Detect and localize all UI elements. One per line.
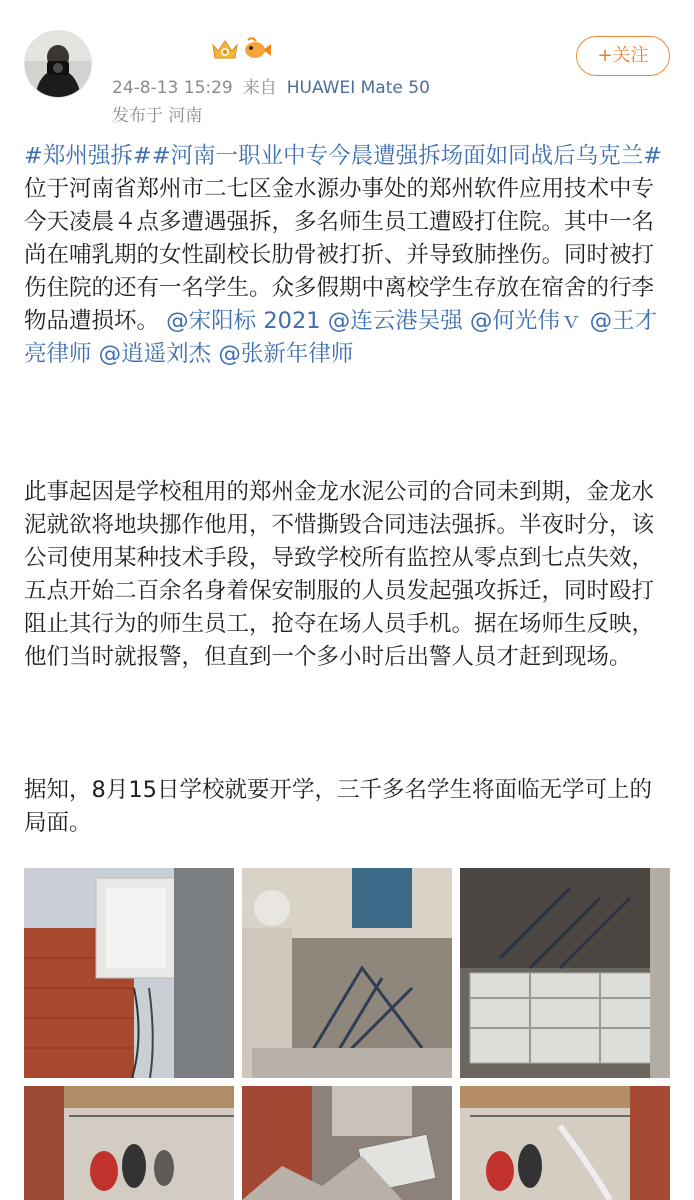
photo-thumbnail[interactable] (460, 868, 670, 1078)
device-link[interactable]: HUAWEI Mate 50 (286, 78, 430, 98)
mention-link[interactable]: @宋阳标 2021 (166, 308, 321, 334)
photo-grid (24, 868, 670, 1200)
post-paragraph-2: 此事起因是学校租用的郑州金龙水泥公司的合同未到期，金龙水泥就欲将地块挪作他用，不惜撕毁合同违法强拆。半夜时分，该公司使用某种技术手段，导致学校所有监控从零点到七点失效，五点开始二百余名身着保安制服的人员发起强攻拆迁，同时殴打阻止其行为的师生员工，抢夺在场人员手机。据在场师生反映，他们当时就报警，但直到一个多小时后出警人员才赶到现场。 (24, 479, 655, 670)
post-header (0, 0, 694, 130)
vip-crown-icon (210, 38, 240, 62)
post-paragraph-3: 据知，8月15日学校就要开学，三千多名学生将面临无学可上的局面。 (24, 777, 652, 836)
post-paragraph-1 (24, 140, 674, 371)
hashtag-link[interactable]: #河南一职业中专今晨遭强拆场面如同战后乌克兰# (151, 143, 662, 169)
mention-link[interactable]: @王才亮律师 (24, 308, 658, 367)
mention-link[interactable]: @张新年律师 (218, 341, 354, 367)
mention-link[interactable]: @连云港吴强 (327, 308, 463, 334)
username[interactable] (112, 38, 202, 62)
mention-link[interactable]: @何光伟ｖ (469, 308, 583, 334)
photo-thumbnail[interactable] (242, 868, 452, 1078)
photo-thumbnail[interactable] (460, 1086, 670, 1200)
photo-thumbnail[interactable] (242, 1086, 452, 1200)
post-time: 24-8-13 15:29 (112, 78, 233, 98)
mention-link[interactable]: @逍遥刘杰 (98, 341, 212, 367)
avatar[interactable] (24, 30, 92, 98)
photo-thumbnail[interactable] (24, 1086, 234, 1200)
follow-button[interactable]: +关注 (576, 36, 670, 76)
photo-thumbnail[interactable] (24, 868, 234, 1078)
post-meta (112, 73, 430, 98)
hashtag-link[interactable]: #郑州强拆# (24, 143, 152, 169)
post-location: 发布于 河南 (112, 106, 203, 126)
fish-badge-icon (242, 36, 272, 62)
source-prefix: 来自 (242, 78, 277, 98)
post-body-text: 位于河南省郑州市二七区金水源办事处的郑州软件应用技术中专今天凌晨４点多遭遇强拆，多名师生员工遭殴打住院。其中一名尚在哺乳期的女性副校长肋骨被打折、并导致肺挫伤。同时被打伤住院的还有一名学生。众多假期中离校学生存放在宿舍的行李物品遭损坏。 (24, 176, 655, 334)
